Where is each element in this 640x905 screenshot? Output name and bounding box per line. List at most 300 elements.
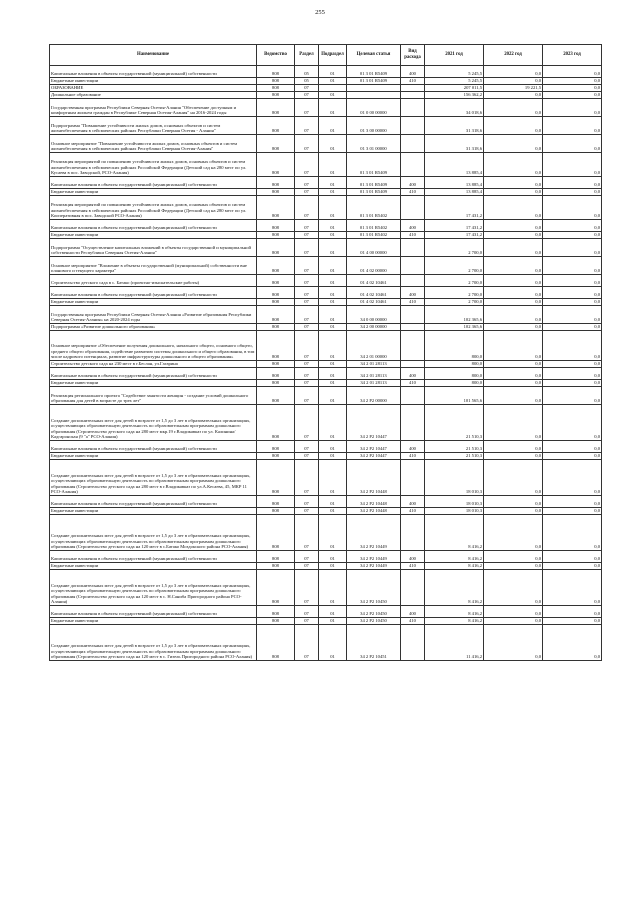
- row-amount-2023: 0,0: [543, 135, 602, 153]
- row-name: ОБРАЗОВАНИЕ: [50, 85, 257, 92]
- row-subsection: 01: [319, 117, 347, 135]
- row-target-article: 01 3 01 R5402: [347, 196, 401, 220]
- row-name: Бюджетные инвестиции: [50, 299, 257, 306]
- row-amount-2021: 8 416,2: [425, 515, 484, 551]
- header-section: Раздел: [295, 45, 319, 66]
- row-section: 07: [295, 606, 319, 618]
- row-name: Капитальные вложения в объекты государственной (муниципальной) собственности: [50, 66, 257, 78]
- row-amount-2021: 2 700,0: [425, 299, 484, 306]
- row-amount-2021: 8 416,2: [425, 570, 484, 606]
- row-section: 07: [295, 618, 319, 625]
- row-amount-2023: 0,0: [543, 66, 602, 78]
- row-amount-2023: 0,0: [543, 78, 602, 85]
- row-name: Реализация регионального проекта "Содействие занятости женщин - создание условий дошкольного образования для детей в возрасте до трех лет": [50, 387, 257, 405]
- row-amount-2021: 31 318,6: [425, 117, 484, 135]
- row-section: 07: [295, 361, 319, 368]
- row-department: 808: [257, 606, 295, 618]
- row-section: 07: [295, 453, 319, 460]
- row-amount-2022: 0,0: [484, 324, 543, 331]
- row-amount-2022: 0,0: [484, 220, 543, 232]
- row-name: Основное мероприятие «Обеспечение получения дошкольного, начального общего, основного общего, среднего общего образования, содействие развитию системы дошкольного и общего образования, в том числе кадрового потенциала, развитие инфраструктуры дошкольного и общего образования»: [50, 331, 257, 361]
- row-department: 808: [257, 380, 295, 387]
- header-subsection: Подраздел: [319, 45, 347, 66]
- row-target-article: 01 3 01 R5409: [347, 153, 401, 177]
- table-row: [50, 135, 602, 153]
- row-department: 808: [257, 306, 295, 324]
- row-department: 808: [257, 275, 295, 287]
- table-row: [50, 66, 602, 78]
- row-amount-2023: 0,0: [543, 496, 602, 508]
- row-amount-2021: 17 431,2: [425, 196, 484, 220]
- row-department: 808: [257, 515, 295, 551]
- row-expense-type: 410: [401, 189, 425, 196]
- header-expense-type: Вид расхода: [401, 45, 425, 66]
- row-name: Бюджетные инвестиции: [50, 189, 257, 196]
- row-target-article: [347, 92, 401, 99]
- table-row: [50, 324, 602, 331]
- row-subsection: 01: [319, 153, 347, 177]
- row-expense-type: [401, 361, 425, 368]
- row-expense-type: 410: [401, 232, 425, 239]
- row-amount-2022: 0,0: [484, 66, 543, 78]
- row-amount-2023: 0,0: [543, 460, 602, 496]
- row-department: 808: [257, 361, 295, 368]
- row-subsection: 01: [319, 496, 347, 508]
- row-subsection: 01: [319, 618, 347, 625]
- row-amount-2021: 2 700,0: [425, 239, 484, 257]
- row-expense-type: [401, 239, 425, 257]
- table-header-row: [50, 45, 602, 66]
- row-amount-2023: 0,0: [543, 441, 602, 453]
- row-target-article: 34 2 P2 10448: [347, 496, 401, 508]
- row-section: 07: [295, 92, 319, 99]
- row-amount-2022: 0,0: [484, 78, 543, 85]
- header-department: Ведомство: [257, 45, 295, 66]
- row-target-article: 01 3 01 R5409: [347, 189, 401, 196]
- row-subsection: 01: [319, 196, 347, 220]
- row-amount-2022: 0,0: [484, 239, 543, 257]
- row-amount-2022: 0,0: [484, 496, 543, 508]
- row-amount-2023: 0,0: [543, 387, 602, 405]
- row-expense-type: [401, 92, 425, 99]
- row-department: 808: [257, 324, 295, 331]
- row-amount-2021: 17 431,2: [425, 232, 484, 239]
- table-row: [50, 99, 602, 117]
- row-expense-type: 400: [401, 220, 425, 232]
- row-amount-2022: 0,0: [484, 606, 543, 618]
- row-department: 808: [257, 117, 295, 135]
- row-subsection: 01: [319, 508, 347, 515]
- row-section: 07: [295, 380, 319, 387]
- row-amount-2021: 13 885,4: [425, 177, 484, 189]
- table-row: [50, 453, 602, 460]
- row-name: Создание дополнительных мест для детей в возрасте от 1,5 до 3 лет в образовательных организациях, осуществляющих образовательную деятельность по образовательным программам дошкольного образования (Строительство детского сада на 120 мест в с. Н.Саниба Пригородного района РСО-Алания): [50, 570, 257, 606]
- row-expense-type: 400: [401, 441, 425, 453]
- row-section: 07: [295, 189, 319, 196]
- row-department: 808: [257, 78, 295, 85]
- table-row: [50, 563, 602, 570]
- row-name: Дошкольное образование: [50, 92, 257, 99]
- row-subsection: 01: [319, 515, 347, 551]
- row-amount-2022: 0,0: [484, 515, 543, 551]
- row-amount-2022: 0,0: [484, 405, 543, 441]
- row-amount-2023: 0,0: [543, 177, 602, 189]
- table-row: [50, 606, 602, 618]
- row-amount-2022: 0,0: [484, 92, 543, 99]
- row-target-article: 34 2 P2 10448: [347, 508, 401, 515]
- row-amount-2021: 800,0: [425, 380, 484, 387]
- row-target-article: 01 3 01 R5402: [347, 220, 401, 232]
- row-amount-2023: 0,0: [543, 618, 602, 625]
- row-name: Капитальные вложения в объекты государственной (муниципальной) собственности: [50, 441, 257, 453]
- row-target-article: 34 2 P2 10447: [347, 441, 401, 453]
- row-subsection: 01: [319, 92, 347, 99]
- row-department: 808: [257, 196, 295, 220]
- header-year-2023: 2023 год: [543, 45, 602, 66]
- table-row: [50, 361, 602, 368]
- row-name: Капитальные вложения в объекты государственной (муниципальной) собственности: [50, 177, 257, 189]
- row-expense-type: [401, 275, 425, 287]
- row-subsection: 01: [319, 306, 347, 324]
- row-expense-type: [401, 331, 425, 361]
- row-amount-2021: 207 011,5: [425, 85, 484, 92]
- row-amount-2023: 0,0: [543, 508, 602, 515]
- row-amount-2021: 800,0: [425, 368, 484, 380]
- table-row: [50, 153, 602, 177]
- row-amount-2021: 2 700,0: [425, 287, 484, 299]
- row-department: 808: [257, 232, 295, 239]
- table-row: [50, 85, 602, 92]
- row-amount-2022: 0,0: [484, 570, 543, 606]
- row-amount-2022: 19 221,5: [484, 85, 543, 92]
- table-row: [50, 117, 602, 135]
- row-target-article: 34 2 P2 00000: [347, 387, 401, 405]
- table-row: [50, 380, 602, 387]
- table-row: [50, 441, 602, 453]
- row-target-article: 34 2 01 00000: [347, 331, 401, 361]
- row-department: 808: [257, 177, 295, 189]
- row-subsection: 01: [319, 361, 347, 368]
- row-section: 07: [295, 625, 319, 661]
- row-amount-2022: 0,0: [484, 117, 543, 135]
- row-amount-2023: 0,0: [543, 239, 602, 257]
- row-section: 07: [295, 275, 319, 287]
- row-department: 808: [257, 618, 295, 625]
- row-target-article: 34 0 00 00000: [347, 306, 401, 324]
- row-target-article: 34 2 P2 10451: [347, 625, 401, 661]
- row-section: 07: [295, 196, 319, 220]
- row-name: Создание дополнительных мест для детей в возрасте от 1,5 до 3 лет в образовательных организациях, осуществляющих образовательную деятельность по образовательным программам дошкольного образования (Строительство детского сада на 120 мест в с. Гизель Пригородного района РСО-Алания): [50, 625, 257, 661]
- row-amount-2021: 101 565,6: [425, 387, 484, 405]
- row-subsection: [319, 85, 347, 92]
- row-amount-2021: 8 416,2: [425, 563, 484, 570]
- row-target-article: 01 3 01 R5409: [347, 177, 401, 189]
- row-subsection: 01: [319, 78, 347, 85]
- row-section: 07: [295, 135, 319, 153]
- row-name: Создание дополнительных мест для детей в возрасте от 1,5 до 3 лет в образовательных организациях, осуществляющих образовательную деятельность по образовательным программам дошкольного образования (Строительство детского сада на 280 мест в г.Владикавказ по ул.А.Кесаева, 45, МКР 11 РСО-Алания): [50, 460, 257, 496]
- row-target-article: 01 4 02 10461: [347, 275, 401, 287]
- row-amount-2023: 0,0: [543, 196, 602, 220]
- row-amount-2021: 5 245,5: [425, 66, 484, 78]
- row-amount-2023: 0,0: [543, 606, 602, 618]
- row-department: 808: [257, 220, 295, 232]
- row-target-article: [347, 85, 401, 92]
- row-target-article: 01 4 02 10461: [347, 299, 401, 306]
- row-section: 07: [295, 368, 319, 380]
- row-department: 808: [257, 551, 295, 563]
- row-target-article: 34 2 P2 10450: [347, 570, 401, 606]
- row-amount-2022: 0,0: [484, 306, 543, 324]
- row-subsection: 01: [319, 220, 347, 232]
- row-department: 808: [257, 92, 295, 99]
- row-section: 07: [295, 496, 319, 508]
- row-name: Основное мероприятие "Повышение устойчивости жилых домов, основных объектов и систем жизнеобеспечения в сейсмических районах Республики Северная Осетия-Алания": [50, 135, 257, 153]
- row-department: 808: [257, 563, 295, 570]
- row-amount-2021: 18 010,3: [425, 460, 484, 496]
- row-department: 808: [257, 368, 295, 380]
- row-name: Создание дополнительных мест для детей в возрасте от 1,5 до 3 лет в образовательных организациях, осуществляющих образовательную деятельность по образовательным программам дошкольного образования (Строительство детского сада на 280 мест мкр.19 г.Владикавказ по ул. Калинина/Кадгаронская (9 "а" РСО-Алания): [50, 405, 257, 441]
- row-amount-2022: 0,0: [484, 618, 543, 625]
- row-department: 808: [257, 496, 295, 508]
- row-name: Строительство детского сада в с. Батако (проектно-изыскательские работы): [50, 275, 257, 287]
- row-subsection: 01: [319, 275, 347, 287]
- row-name: Бюджетные инвестиции: [50, 618, 257, 625]
- row-name: Капитальные вложения в объекты государственной (муниципальной) собственности: [50, 287, 257, 299]
- row-amount-2023: 0,0: [543, 515, 602, 551]
- row-expense-type: [401, 306, 425, 324]
- row-amount-2023: 0,0: [543, 324, 602, 331]
- row-name: Капитальные вложения в объекты государственной (муниципальной) собственности: [50, 496, 257, 508]
- row-section: 05: [295, 78, 319, 85]
- table-row: [50, 287, 602, 299]
- row-section: 07: [295, 99, 319, 117]
- row-target-article: 01 3 01 R5402: [347, 232, 401, 239]
- row-department: 808: [257, 387, 295, 405]
- row-subsection: 01: [319, 368, 347, 380]
- row-name: Капитальные вложения в объекты государственной (муниципальной) собственности: [50, 368, 257, 380]
- row-section: 07: [295, 441, 319, 453]
- row-department: 808: [257, 153, 295, 177]
- row-target-article: 01 3 01 00000: [347, 135, 401, 153]
- row-section: 07: [295, 563, 319, 570]
- budget-table: [49, 44, 602, 661]
- row-name: Бюджетные инвестиции: [50, 563, 257, 570]
- table-row: [50, 78, 602, 85]
- row-amount-2023: 0,0: [543, 368, 602, 380]
- row-subsection: 01: [319, 441, 347, 453]
- row-department: 808: [257, 453, 295, 460]
- row-department: 808: [257, 189, 295, 196]
- row-department: 808: [257, 299, 295, 306]
- row-name: Реализация мероприятий по повышению устойчивости жилых домов, основных объектов и систем жизнеобеспечения в сейсмических районах Российской Федерации (Детский сад на 280 мест по ул. Кооперативная в пос. Заводской РСО-Алания): [50, 196, 257, 220]
- table-row: [50, 368, 602, 380]
- row-subsection: 01: [319, 460, 347, 496]
- row-amount-2021: 34 018,6: [425, 99, 484, 117]
- row-amount-2023: 0,0: [543, 361, 602, 368]
- row-amount-2022: 0,0: [484, 453, 543, 460]
- row-name: Капитальные вложения в объекты государственной (муниципальной) собственности: [50, 606, 257, 618]
- row-subsection: 01: [319, 287, 347, 299]
- row-target-article: 34 2 P2 10447: [347, 453, 401, 460]
- table-row: [50, 405, 602, 441]
- row-amount-2022: 0,0: [484, 368, 543, 380]
- row-amount-2022: 0,0: [484, 287, 543, 299]
- row-amount-2022: 0,0: [484, 153, 543, 177]
- row-subsection: 01: [319, 135, 347, 153]
- row-section: 07: [295, 299, 319, 306]
- row-department: 808: [257, 239, 295, 257]
- row-amount-2021: 31 318,6: [425, 135, 484, 153]
- row-expense-type: [401, 85, 425, 92]
- row-target-article: 34 2 P2 10449: [347, 515, 401, 551]
- row-amount-2023: 0,0: [543, 220, 602, 232]
- row-amount-2021: 800,0: [425, 331, 484, 361]
- table-row: [50, 618, 602, 625]
- row-target-article: 34 2 P2 10449: [347, 551, 401, 563]
- row-section: 07: [295, 257, 319, 275]
- row-expense-type: [401, 460, 425, 496]
- row-name: Создание дополнительных мест для детей в возрасте от 1,5 до 3 лет в образовательных организациях, осуществляющих образовательную деятельность по образовательным программам дошкольного образования (Строительство детского сада на 120 мест в с.Батако Моздокского района РСО-Алания): [50, 515, 257, 551]
- row-name: Бюджетные инвестиции: [50, 453, 257, 460]
- row-department: 808: [257, 441, 295, 453]
- row-expense-type: [401, 625, 425, 661]
- row-subsection: 01: [319, 232, 347, 239]
- row-amount-2021: 102 365,6: [425, 306, 484, 324]
- row-amount-2022: 0,0: [484, 177, 543, 189]
- row-amount-2021: 8 416,2: [425, 618, 484, 625]
- row-subsection: 01: [319, 563, 347, 570]
- row-subsection: 01: [319, 331, 347, 361]
- row-department: 808: [257, 257, 295, 275]
- row-amount-2022: 0,0: [484, 361, 543, 368]
- row-target-article: 01 3 01 R5409: [347, 66, 401, 78]
- row-amount-2023: 0,0: [543, 405, 602, 441]
- header-name: Наименование: [50, 45, 257, 66]
- row-department: 808: [257, 99, 295, 117]
- row-section: 07: [295, 85, 319, 92]
- row-department: 808: [257, 66, 295, 78]
- row-amount-2023: 0,0: [543, 232, 602, 239]
- row-amount-2021: 13 885,4: [425, 189, 484, 196]
- row-section: 07: [295, 117, 319, 135]
- row-section: 07: [295, 570, 319, 606]
- table-row: [50, 189, 602, 196]
- row-section: 07: [295, 306, 319, 324]
- table-row: [50, 177, 602, 189]
- row-section: 07: [295, 232, 319, 239]
- row-expense-type: 410: [401, 508, 425, 515]
- row-amount-2022: 0,0: [484, 625, 543, 661]
- row-target-article: 01 4 00 00000: [347, 239, 401, 257]
- row-section: 05: [295, 66, 319, 78]
- table-row: [50, 220, 602, 232]
- row-expense-type: 400: [401, 606, 425, 618]
- header-year-2021: 2021 год: [425, 45, 484, 66]
- row-expense-type: 400: [401, 66, 425, 78]
- row-department: 808: [257, 85, 295, 92]
- row-amount-2022: 0,0: [484, 387, 543, 405]
- row-section: 07: [295, 220, 319, 232]
- row-amount-2022: 0,0: [484, 99, 543, 117]
- row-amount-2023: 0,0: [543, 331, 602, 361]
- row-target-article: 34 2 00 00000: [347, 324, 401, 331]
- row-subsection: 01: [319, 551, 347, 563]
- row-name: Реализация мероприятий по повышению устойчивости жилых домов, основных объектов и систем жизнеобеспечения в сейсмических районах Российской Федерации (Детский сад на 280 мест по ул. Кусаева в пос. Заводской, РСО-Алания): [50, 153, 257, 177]
- row-expense-type: 410: [401, 380, 425, 387]
- row-expense-type: 400: [401, 368, 425, 380]
- row-department: 808: [257, 135, 295, 153]
- row-expense-type: 410: [401, 78, 425, 85]
- row-amount-2023: 0,0: [543, 257, 602, 275]
- row-amount-2021: 2 700,0: [425, 257, 484, 275]
- row-target-article: 34 2 01 28113: [347, 380, 401, 387]
- row-department: 808: [257, 570, 295, 606]
- row-subsection: 01: [319, 387, 347, 405]
- row-amount-2023: 0,0: [543, 189, 602, 196]
- row-subsection: 01: [319, 189, 347, 196]
- row-name: Бюджетные инвестиции: [50, 508, 257, 515]
- row-amount-2021: 18 010,3: [425, 496, 484, 508]
- row-target-article: 34 2 P2 10448: [347, 460, 401, 496]
- row-subsection: 01: [319, 99, 347, 117]
- table-row: [50, 306, 602, 324]
- row-expense-type: [401, 153, 425, 177]
- row-expense-type: [401, 515, 425, 551]
- row-expense-type: 410: [401, 563, 425, 570]
- row-section: 07: [295, 551, 319, 563]
- row-amount-2021: 8 416,2: [425, 551, 484, 563]
- row-subsection: 01: [319, 405, 347, 441]
- row-department: 808: [257, 331, 295, 361]
- row-department: 808: [257, 508, 295, 515]
- row-department: 808: [257, 460, 295, 496]
- row-section: 07: [295, 515, 319, 551]
- row-amount-2023: 0,0: [543, 306, 602, 324]
- row-expense-type: [401, 387, 425, 405]
- row-name: Подпрограмма "Осуществление капитальных вложений в объекты государственной и муниципальной собственности Республики Северная Осетия-Алания": [50, 239, 257, 257]
- row-name: Подпрограмма «Развитие дошкольного образования»: [50, 324, 257, 331]
- row-amount-2021: 17 431,2: [425, 220, 484, 232]
- row-section: 07: [295, 287, 319, 299]
- row-expense-type: 410: [401, 453, 425, 460]
- row-target-article: 01 3 00 00000: [347, 117, 401, 135]
- row-amount-2021: 2 700,0: [425, 275, 484, 287]
- row-expense-type: 400: [401, 551, 425, 563]
- row-amount-2023: 0,0: [543, 380, 602, 387]
- table-row: [50, 275, 602, 287]
- row-amount-2022: 0,0: [484, 232, 543, 239]
- row-target-article: 34 2 P2 10447: [347, 405, 401, 441]
- row-section: 07: [295, 508, 319, 515]
- row-subsection: 01: [319, 453, 347, 460]
- row-expense-type: 400: [401, 496, 425, 508]
- row-subsection: 01: [319, 324, 347, 331]
- row-section: 07: [295, 387, 319, 405]
- row-target-article: 01 4 02 00000: [347, 257, 401, 275]
- row-amount-2023: 0,0: [543, 299, 602, 306]
- row-amount-2022: 0,0: [484, 460, 543, 496]
- row-name: Капитальные вложения в объекты государственной (муниципальной) собственности: [50, 220, 257, 232]
- row-expense-type: [401, 99, 425, 117]
- row-amount-2021: 11 416,2: [425, 625, 484, 661]
- row-amount-2022: 0,0: [484, 275, 543, 287]
- row-name: Бюджетные инвестиции: [50, 78, 257, 85]
- row-section: 07: [295, 405, 319, 441]
- table-row: [50, 496, 602, 508]
- table-row: [50, 232, 602, 239]
- row-target-article: 34 2 P2 10449: [347, 563, 401, 570]
- row-section: 07: [295, 239, 319, 257]
